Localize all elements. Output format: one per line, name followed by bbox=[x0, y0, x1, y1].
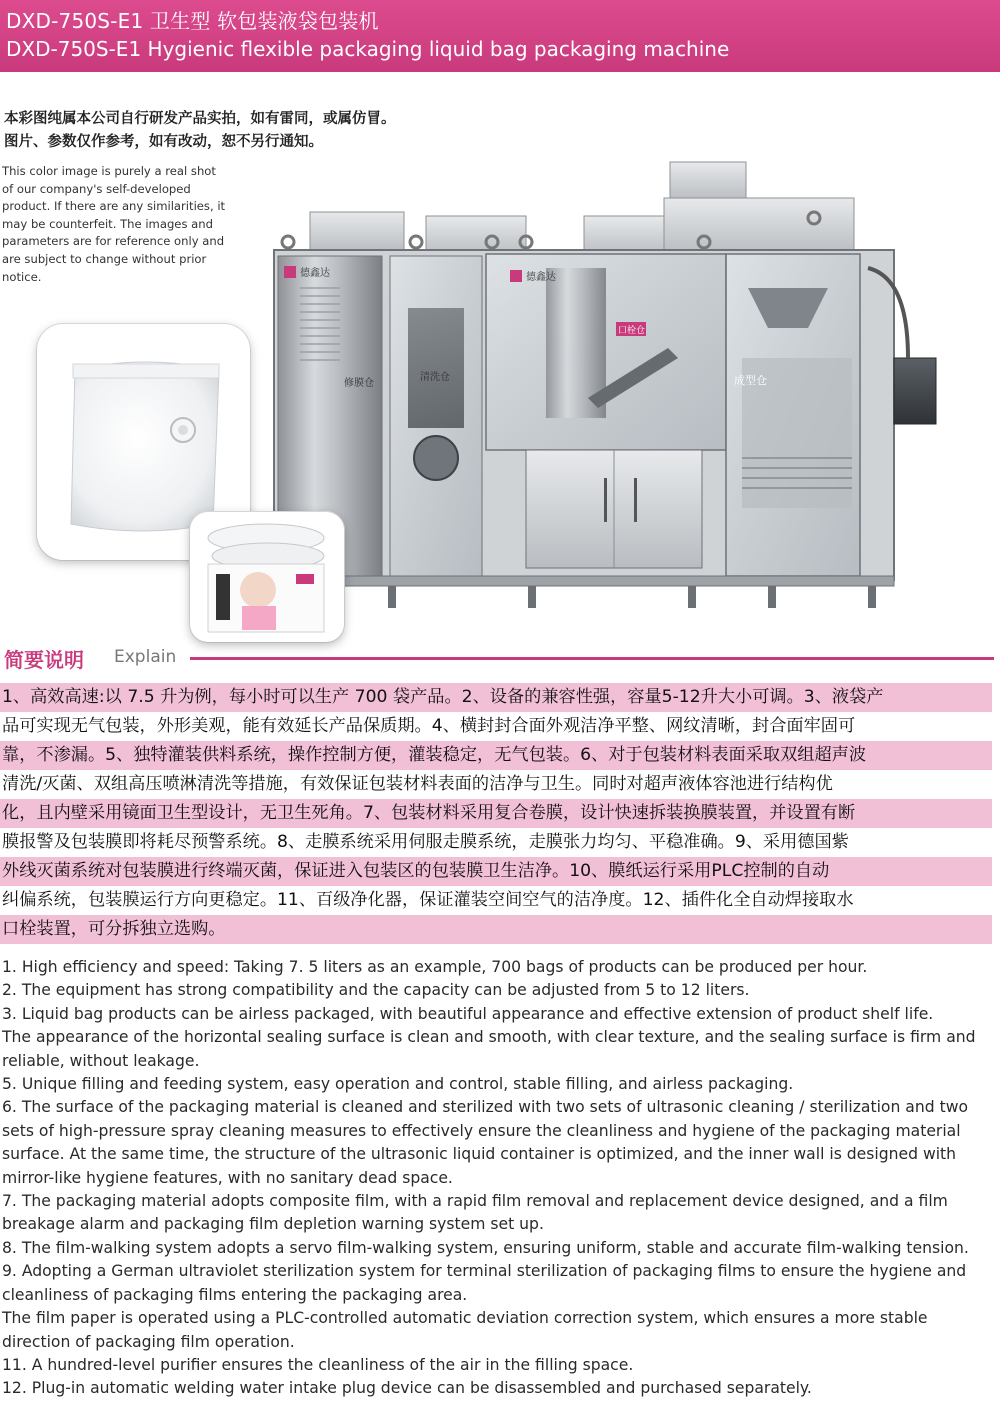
description-en-item: 1. High efficiency and speed: Taking 7. 5 liters as an example, 700 bags of products can be produced per hour. bbox=[2, 958, 868, 976]
description-cn-line: 清洗/灭菌、双组高压喷淋清洗等措施，有效保证包装材料表面的洁净与卫生。同时对超声液体容池进行结构优 bbox=[0, 770, 992, 799]
description-en-item: The appearance of the horizontal sealing surface is clean and smooth, with clear texture, and the sealing surface is firm and reliable, without leakage. bbox=[2, 1028, 976, 1070]
machine-brand-left: 德鑫达 bbox=[300, 268, 330, 279]
title-en: DXD-750S-E1 Hygienic flexible packaging liquid bag packaging machine bbox=[6, 37, 730, 61]
description-cn-line: 靠，不渗漏。5、独特灌装供料系统，操作控制方便，灌装稳定，无气包装。6、对于包装材料表面采取双组超声波 bbox=[0, 741, 992, 770]
chamber-label-4: 成型仓 bbox=[734, 374, 767, 387]
description-cn-line: 化，且内壁采用镜面卫生型设计，无卫生死角。7、包装材料采用复合卷膜，设计快速拆装换膜装置，并设置有断 bbox=[0, 799, 992, 828]
description-en-item: 7. The packaging material adopts composite film, with a rapid film removal and replacement device designed, and a film breakage alarm and packaging film depletion warning system set up. bbox=[2, 1192, 948, 1234]
disclaimer-cn-line: 本彩图纯属本公司自行研发产品实拍，如有雷同，或属仿冒。 bbox=[4, 111, 396, 127]
chamber-label-1: 修膜仓 bbox=[344, 378, 374, 389]
description-en-item: 8. The film-walking system adopts a servo film-walking system, ensuring uniform, stable and accurate film-walking tension. bbox=[2, 1238, 969, 1257]
chamber-label-2: 清洗仓 bbox=[420, 372, 450, 383]
section-divider bbox=[190, 657, 994, 660]
boxed-product-photo bbox=[190, 512, 344, 642]
description-en-item: 2. The equipment has strong compatibility and the capacity can be adjusted from 5 to 12 liters. bbox=[2, 981, 750, 1000]
machine-brand-mid: 德鑫达 bbox=[526, 272, 556, 283]
description-en-item: 11. A hundred-level purifier ensures the cleanliness of the air in the filling space. bbox=[2, 1355, 634, 1374]
description-cn-line: 外线灭菌系统对包装膜进行终端灭菌，保证进入包装区的包装膜卫生洁净。10、膜纸运行采用PLC控制的自动 bbox=[0, 857, 992, 886]
section-heading bbox=[4, 644, 996, 676]
description-cn bbox=[0, 683, 992, 944]
chamber-label-3: 口栓仓 bbox=[618, 326, 646, 336]
description-cn-line: 膜报警及包装膜即将耗尽预警系统。8、走膜系统采用伺服走膜系统，走膜张力均匀、平稳准确。9、采用德国紫 bbox=[0, 828, 992, 857]
header-banner bbox=[0, 0, 1000, 72]
description-cn-line: 品可实现无气包装，外形美观，能有效延长产品保质期。4、横封封合面外观洁净平整、网纹清晰，封合面牢固可 bbox=[0, 712, 992, 741]
section-title-en: Explain bbox=[114, 647, 177, 667]
description-cn-line: 1、高效高速:以 7.5 升为例，每小时可以生产 700 袋产品。2、设备的兼容性强，容量5-12升大小可调。3、液袋产 bbox=[0, 683, 992, 712]
description-en-item: 3. Liquid bag products can be airless packaged, with beautiful appearance and effective extension of product shelf life. bbox=[2, 1004, 934, 1023]
description-en-item: 12. Plug-in automatic welding water intake plug device can be disassembled and purchased separately. bbox=[2, 1379, 812, 1398]
title-cn: DXD-750S-E1 卫生型 软包装液袋包装机 bbox=[6, 9, 379, 33]
disclaimer-cn bbox=[4, 108, 396, 154]
description-en-item: The film paper is operated using a PLC-controlled automatic deviation correction system, which ensures a more stable direction of packaging film operation. bbox=[2, 1309, 928, 1351]
description-cn-line: 口栓装置，可分拆独立选购。 bbox=[0, 915, 992, 944]
description-en-item: 6. The surface of the packaging material is cleaned and sterilized with two sets of ultrasonic cleaning / sterilization and two sets of high-pressure spray cleaning measures to effectively ensure the cleanliness and hygiene of the packaging material surface. At the same time, the structure of the ultrasonic liquid container is optimized, and the inner wall is designed with mirror-like hygiene features, with no sanitary dead space. bbox=[2, 1098, 968, 1187]
description-en-item: 9. Adopting a German ultraviolet sterilization system for terminal sterilization of packaging films to ensure the hygiene and cleanliness of packaging films entering the packaging area. bbox=[2, 1262, 967, 1304]
machine-photo bbox=[268, 158, 996, 628]
description-cn-line: 纠偏系统，包装膜运行方向更稳定。11、百级净化器，保证灌装空间空气的洁净度。12、插件化全自动焊接取水 bbox=[0, 886, 992, 915]
description-en bbox=[2, 956, 996, 1401]
disclaimer-en: This color image is purely a real shot of our company's self-developed product. If there are any similarities, it may be counterfeit. The images and parameters are for reference only and are subject to change without prior notice. bbox=[2, 164, 226, 284]
section-title-cn: 简要说明 bbox=[4, 648, 84, 672]
description-en-item: 5. Unique filling and feeding system, easy operation and control, stable filling, and airless packaging. bbox=[2, 1075, 794, 1094]
disclaimer-cn-line: 图片、参数仅作参考，如有改动，恕不另行通知。 bbox=[4, 134, 323, 150]
